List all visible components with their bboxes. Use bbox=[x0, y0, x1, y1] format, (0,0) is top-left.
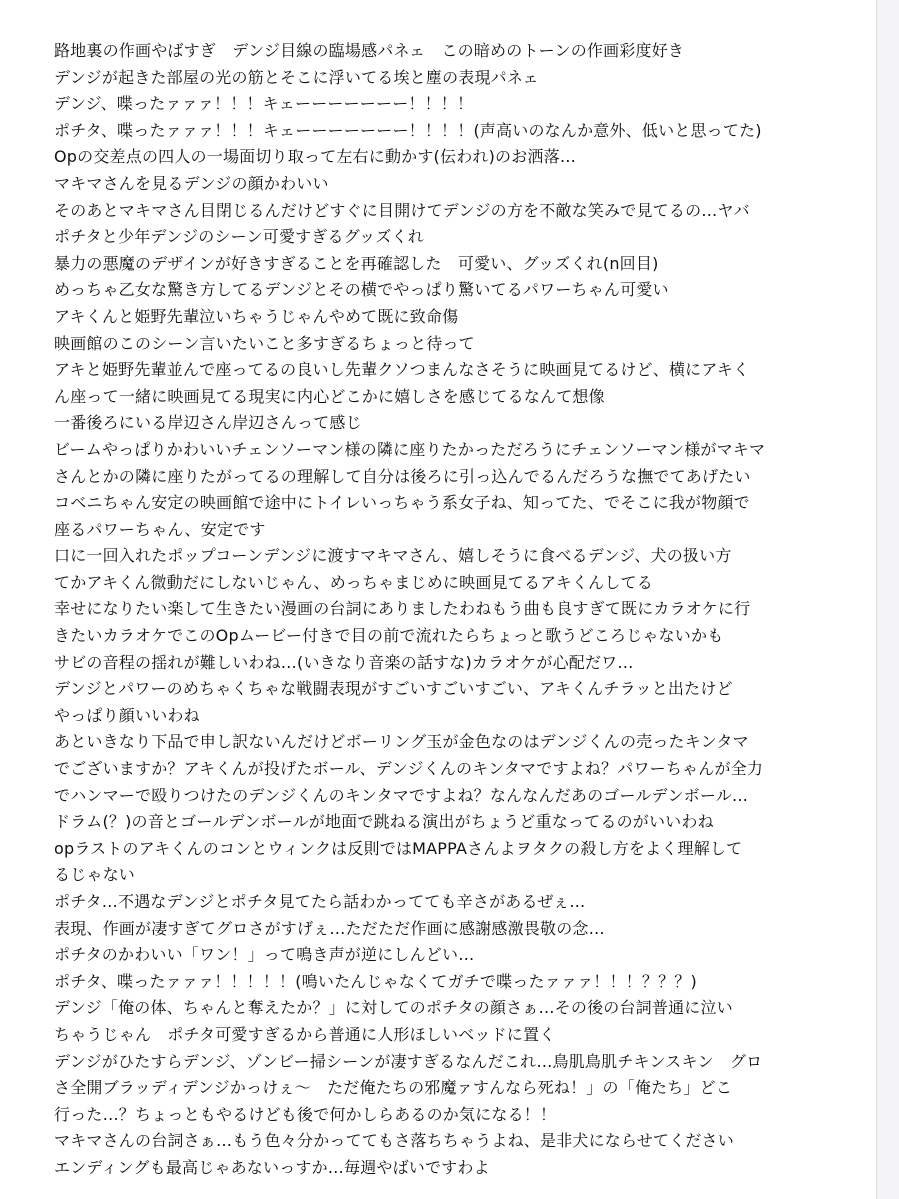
note-line: でハンマーで殴りつけたのデンジくんのキンタマですよね？なんなんだあのゴールデンボール… bbox=[54, 785, 749, 805]
note-line: 路地裏の作画やばすぎ デンジ目線の臨場感パネェ この暗めのトーンの作画彩度好き bbox=[54, 41, 685, 60]
note-line: opラストのアキくんのコンとウィンクは反則ではMAPPAさんよヲタクの殺し方をよく理解して bbox=[54, 838, 743, 858]
note-line: 暴力の悪魔のデザインが好きすぎることを再確認した 可愛い、グッズくれ(n回目) bbox=[54, 253, 659, 273]
note-line: 映画館のこのシーン言いたいこと多すぎるちょっと待って bbox=[54, 333, 475, 353]
note-line: きたいカラオケでこのOpムービー付きで目の前で流れたらちょっと歌うどころじゃないかも bbox=[54, 626, 724, 646]
note-line: そのあとマキマさん目閉じるんだけどすぐに目開けてデンジの方を不敵な笑みで見てるの…ヤバ bbox=[54, 200, 750, 220]
note-line: 行った…？ちょっともやるけども後で何かしらあるのか気になる！！ bbox=[54, 1104, 557, 1124]
note-line: マキマさんを見るデンジの顔かわいい bbox=[54, 173, 329, 193]
note-line: 口に一回入れたポップコーンデンジに渡すマキマさん、嬉しそうに食べるデンジ、犬の扱い方 bbox=[54, 546, 732, 566]
note-line: デンジ「俺の体、ちゃんと奪えたか？」に対してのポチタの顔さぁ…その後の台詞普通に泣い bbox=[54, 998, 733, 1018]
note-body bbox=[54, 38, 864, 1182]
note-line: 一番後ろにいる岸辺さん岸辺さんって感じ bbox=[54, 413, 362, 433]
note-line: デンジ、喋ったァァァ！！！キェーーーーーーー！！！！ bbox=[54, 94, 474, 114]
note-line: アキくんと姫野先輩泣いちゃうじゃんやめて既に致命傷 bbox=[54, 306, 459, 326]
note-line: ポチタ、喋ったァァァ！！！！！(鳴いたんじゃなくてガチで喋ったァァァ！！！？？？) bbox=[54, 971, 697, 991]
note-line: マキマさんの台詞さぁ…もう色々分かっててもさ落ちちゃうよね、是非犬にならせてください bbox=[54, 1131, 734, 1151]
note-line: てかアキくん微動だにしないじゃん、めっちゃまじめに映画見てるアキくんしてる bbox=[54, 572, 653, 592]
note-line: やっぱり顔いいわね bbox=[54, 705, 200, 725]
note-line: デンジが起きた部屋の光の筋とそこに浮いてる埃と塵の表現パネェ bbox=[54, 67, 539, 87]
note-line: ビームやっぱりかわいいチェンソーマン様の隣に座りたかっただろうにチェンソーマン様がマキマ bbox=[54, 439, 766, 459]
note-line: 幸せになりたい楽して生きたい漫画の台詞にありましたわねもう曲も良すぎて既にカラオケに行 bbox=[54, 599, 751, 619]
vertical-scrollbar[interactable] bbox=[876, 0, 899, 1199]
note-line: ドラム(？)の音とゴールデンボールが地面で跳ねる演出がちょうど重なってるのがいいわね bbox=[54, 812, 714, 832]
note-line: るじゃない bbox=[54, 865, 136, 885]
note-line: めっちゃ乙女な驚き方してるデンジとその横でやっぱり驚いてるパワーちゃん可愛い bbox=[54, 280, 669, 300]
note-line: ちゃうじゃん ポチタ可愛すぎるから普通に人形ほしいベッドに置く bbox=[54, 1024, 556, 1044]
note-line: コベニちゃん安定の映画館で途中にトイレいっちゃう系女子ね、知ってた、でそこに我が物顔で bbox=[54, 493, 750, 513]
note-line: あといきなり下品で申し訳ないんだけどボーリング玉が金色なのはデンジくんの売ったキンタマ bbox=[54, 732, 749, 752]
note-line: さんとかの隣に座りたがってるの理解して自分は後ろに引っ込んでるんだろうな撫でてあげたい bbox=[54, 466, 751, 486]
note-line: デンジがひたすらデンジ、ゾンビー掃シーンが凄すぎるなんだこれ…鳥肌鳥肌チキンスキン グロ bbox=[54, 1051, 763, 1071]
note-line: でございますか？アキくんが投げたボール、デンジくんのキンタマですよね？パワーちゃんが全力 bbox=[54, 759, 764, 779]
note-line: 座るパワーちゃん、安定です bbox=[54, 519, 266, 539]
note-line: ポチタのかわいい「ワン！」って鳴き声が逆にしんどい… bbox=[54, 945, 475, 965]
note-line: アキと姫野先輩並んで座ってるの良いし先輩クソつまんなさそうに映画見てるけど、横にアキく bbox=[54, 360, 750, 380]
note-line: ん座って一緒に映画見てる現実に内心どこかに嬉しさを感じてるなんて想像 bbox=[54, 386, 605, 406]
note-line: デンジとパワーのめちゃくちゃな戦闘表現がすごいすごいすごい、アキくんチラッと出たけど bbox=[54, 679, 733, 699]
note-line: ポチタと少年デンジのシーン可愛すぎるグッズくれ bbox=[54, 227, 424, 247]
note-line: ポチタ、喋ったァァァ！！！キェーーーーーーー！！！！(声高いのなんか意外、低いと思ってた) bbox=[54, 120, 762, 140]
note-line: サビの音程の揺れが難しいわね…(いきなり音楽の話すな)カラオケが心配だワ… bbox=[54, 652, 634, 672]
note-line: Opの交差点の四人の一場面切り取って左右に動かす(伝われ)のお洒落… bbox=[54, 147, 577, 167]
note-line: さ全開ブラッディデンジかっけぇ〜 ただ俺たちの邪魔ァすんなら死ね！」の「俺たち」どこ bbox=[54, 1078, 733, 1098]
note-line: エンディングも最高じゃあないっすか…毎週やばいですわよ bbox=[54, 1157, 490, 1177]
note-line: ポチタ…不遇なデンジとポチタ見てたら話わかってても辛さがあるぜぇ… bbox=[54, 892, 586, 911]
note-line: 表現、作画が凄すぎてグロさがすげぇ…ただただ作画に感謝感激畏敬の念… bbox=[54, 918, 605, 938]
